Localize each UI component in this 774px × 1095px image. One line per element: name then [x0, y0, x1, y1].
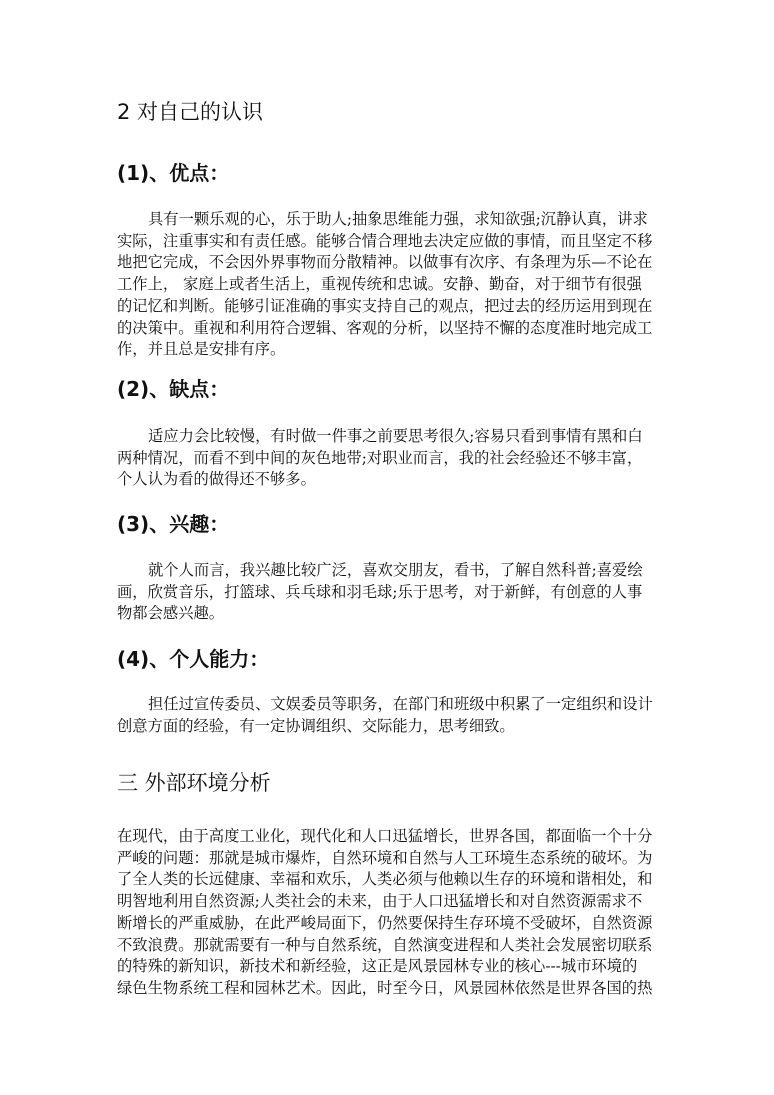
- text-line: 断增长的严重威胁，在此严峻局面下，仍然要保持生存环境不受破坏，自然资源: [117, 913, 653, 932]
- text-line: 就个人而言，我兴趣比较广泛，喜欢交朋友，看书，了解自然科普;喜爱绘: [148, 561, 643, 579]
- text-line: 工作上， 家庭上或者生活上，重视传统和忠诚。安静、勤奋，对于细节有很强: [117, 275, 642, 294]
- section-title-external-environment: 三 外部环境分析: [117, 771, 271, 795]
- text-line: 个人认为看的做得还不够多。: [117, 470, 316, 489]
- text-line: 在现代，由于高度工业化，现代化和人口迅猛增长，世界各国，都面临一个十分: [117, 827, 653, 845]
- paragraph-external-environment: [117, 826, 661, 1000]
- text-line: 不致浪费。那就需要有一种与自然系统，自然演变进程和人类社会发展密切联系: [117, 935, 653, 954]
- text-line: 的记忆和判断。能够引证准确的事实支持自己的观点，把过去的经历运用到现在: [117, 296, 653, 315]
- text-line: 画，欣赏音乐，打篮球、兵乓球和羽毛球;乐于思考，对于新鲜，有创意的人事: [117, 582, 643, 601]
- heading-weaknesses: (2)、缺点：: [117, 377, 230, 401]
- text-line: 严峻的问题：那就是城市爆炸，自然环境和自然与人工环境生态系统的破坏。为: [117, 848, 653, 867]
- text-line: 的特殊的新知识，新技术和新经验，这正是风景园林专业的核心---城市环境的: [117, 957, 638, 976]
- heading-abilities: (4)、个人能力：: [117, 647, 270, 671]
- section-title-self-knowledge: 2 对自己的认识: [117, 100, 264, 124]
- text-line: 地把它完成，不会因外界事物而分散精神。以做事有次序、有条理为乐—不论在: [117, 253, 653, 272]
- text-line: 绿色生物系统工程和园林艺术。因此，时至今日，风景园林依然是世界各国的热: [117, 978, 653, 997]
- paragraph-interests: [117, 560, 661, 625]
- text-line: 两种情况，而看不到中间的灰色地带;对职业而言，我的社会经验还不够丰富，: [117, 448, 643, 467]
- heading-strengths: (1)、优点：: [117, 161, 230, 185]
- paragraph-strengths: [117, 209, 661, 361]
- text-line: 实际，注重事实和有责任感。能够合情合理地去决定应做的事情，而且坚定不移: [117, 231, 653, 250]
- text-line: 明智地利用自然资源;人类社会的未来，由于人口迅猛增长和对自然资源需求不: [117, 892, 643, 911]
- heading-interests: (3)、兴趣：: [117, 512, 230, 536]
- text-line: 创意方面的经验，有一定协调组织、交际能力，思考细致。: [117, 716, 515, 735]
- text-line: 的决策中。重视和利用符合逻辑、客观的分析，以坚持不懈的态度准时地完成工: [117, 318, 653, 337]
- text-line: 具有一颗乐观的心，乐于助人;抽象思维能力强，求知欲强;沉静认真，讲求: [148, 210, 648, 228]
- text-line: 担任过宣传委员、文娱委员等职务，在部门和班级中积累了一定组织和设计: [148, 695, 653, 713]
- text-line: 了全人类的长远健康、幸福和欢乐，人类必须与他赖以生存的环境和谐相处，和: [117, 870, 653, 889]
- paragraph-abilities: [117, 694, 661, 737]
- paragraph-weaknesses: [117, 426, 661, 491]
- text-line: 作，并且总是安排有序。: [117, 340, 286, 359]
- text-line: 适应力会比较慢，有时做一件事之前要思考很久;容易只看到事情有黑和白: [148, 427, 643, 445]
- text-line: 物都会感兴趣。: [117, 604, 225, 623]
